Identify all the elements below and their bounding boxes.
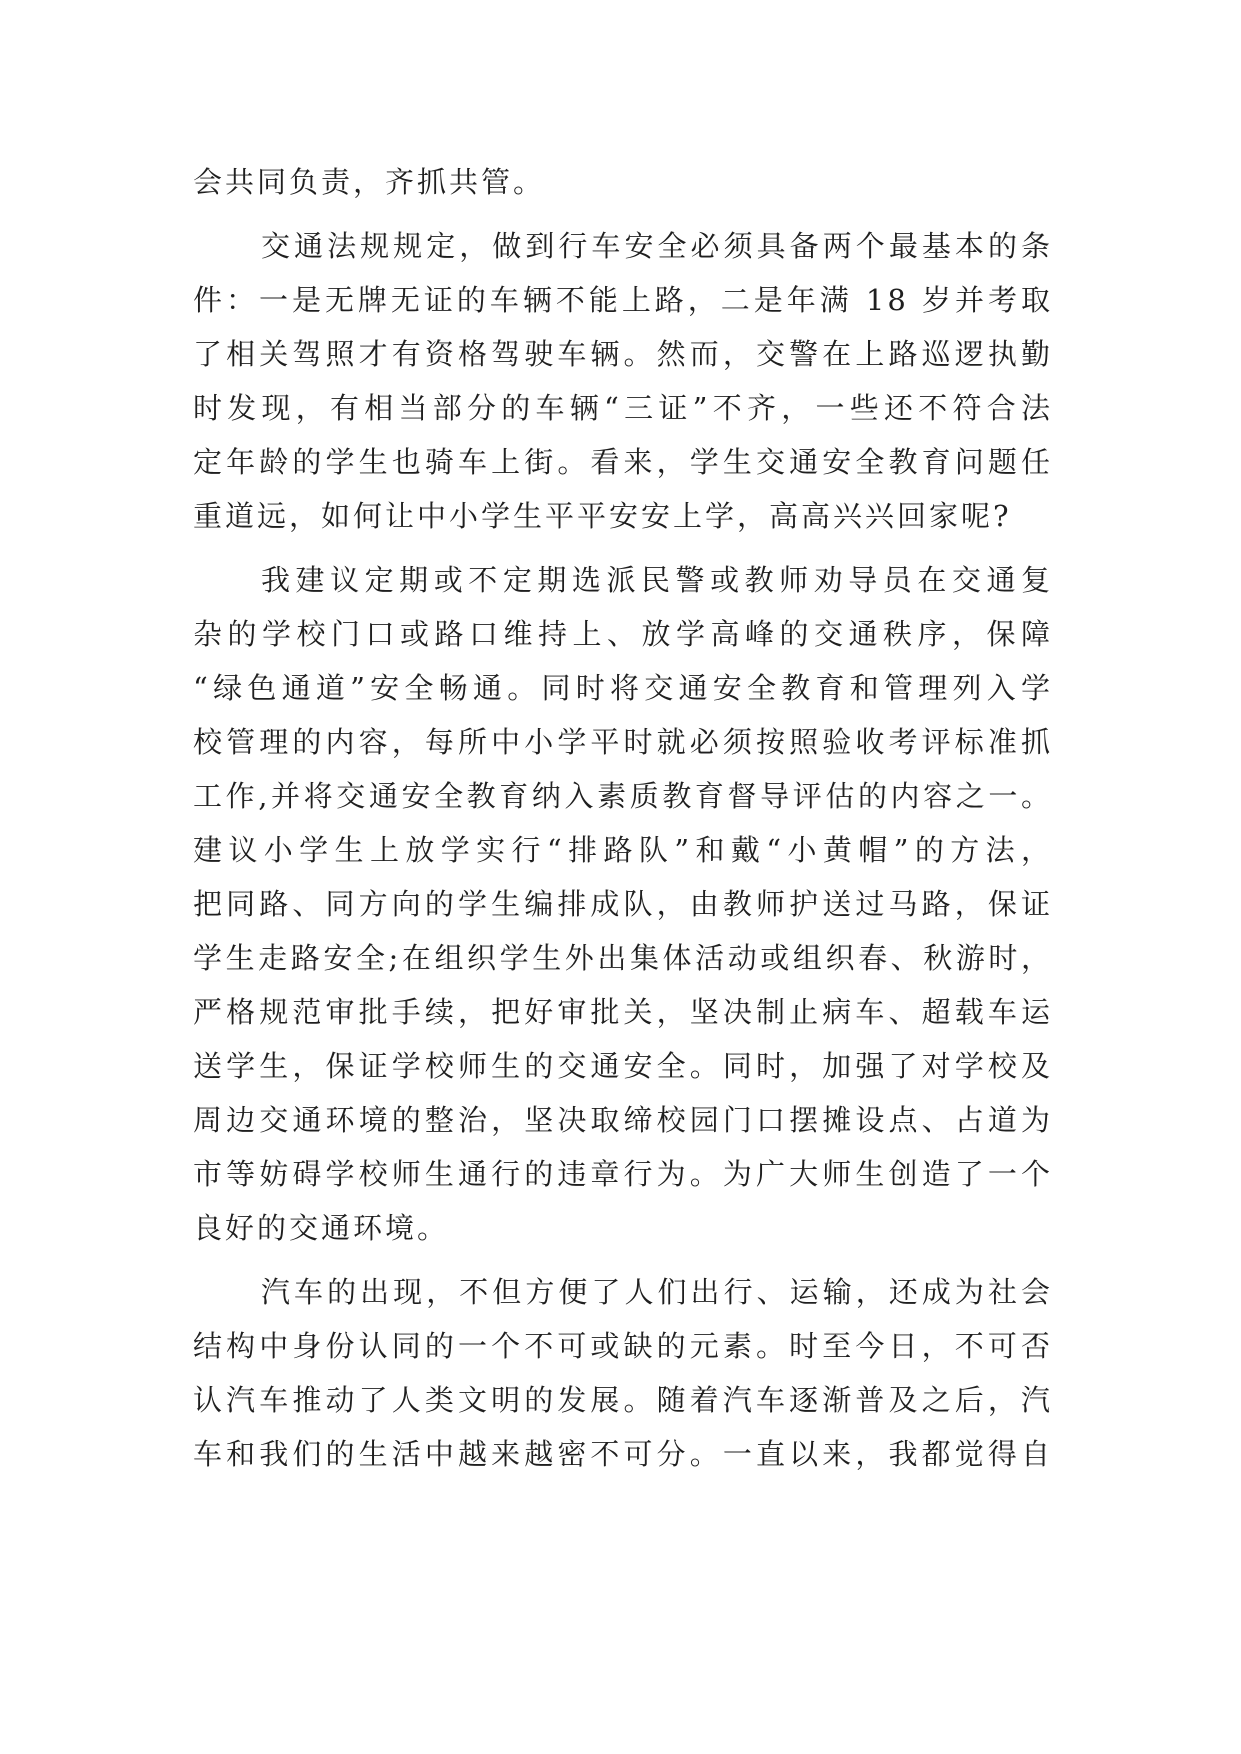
paragraph-line: 杂的学校门口或路口维持上、放学高峰的交通秩序，保障 [193, 617, 1053, 651]
paragraph-line: 汽车的出现，不但方便了人们出行、运输，还成为社会 [261, 1275, 1053, 1309]
paragraph-line: 严格规范审批手续，把好审批关，坚决制止病车、超载车运 [193, 995, 1053, 1029]
paragraph-gap [193, 209, 1053, 219]
paragraph-line: 工作,并将交通安全教育纳入素质教育督导评估的内容之一。 [193, 779, 1053, 813]
paragraph-line: 了相关驾照才有资格驾驶车辆。然而，交警在上路巡逻执勤 [193, 337, 1053, 371]
paragraph-line: 良好的交通环境。 [193, 1211, 450, 1245]
paragraph-line: 送学生，保证学校师生的交通安全。同时，加强了对学校及 [193, 1049, 1053, 1083]
document-body [193, 155, 1053, 1481]
paragraph-line: 车和我们的生活中越来越密不可分。一直以来，我都觉得自 [193, 1437, 1053, 1471]
paragraph-line: 周边交通环境的整治，坚决取缔校园门口摆摊设点、占道为 [193, 1103, 1053, 1137]
paragraph-line: 件：一是无牌无证的车辆不能上路，二是年满 18 岁并考取 [193, 283, 1053, 317]
paragraph-line: “绿色通道”安全畅通。同时将交通安全教育和管理列入学 [193, 671, 1053, 705]
paragraph-gap [193, 1255, 1053, 1265]
paragraph-line: 结构中身份认同的一个不可或缺的元素。时至今日，不可否 [193, 1329, 1053, 1363]
paragraph-line: 市等妨碍学校师生通行的违章行为。为广大师生创造了一个 [193, 1157, 1053, 1191]
paragraph-line: 校管理的内容，每所中小学平时就必须按照验收考评标准抓 [193, 725, 1053, 759]
paragraph-line: 时发现，有相当部分的车辆“三证”不齐，一些还不符合法 [193, 391, 1053, 425]
paragraph-line: 学生走路安全;在组织学生外出集体活动或组织春、秋游时， [193, 941, 1053, 975]
paragraph-line: 交通法规规定，做到行车安全必须具备两个最基本的条 [261, 229, 1053, 263]
paragraph-line: 我建议定期或不定期选派民警或教师劝导员在交通复 [261, 563, 1053, 597]
paragraph-line: 把同路、同方向的学生编排成队，由教师护送过马路，保证 [193, 887, 1053, 921]
paragraph-line: 会共同负责，齐抓共管。 [193, 165, 546, 199]
paragraph-line: 重道远，如何让中小学生平平安安上学，高高兴兴回家呢? [193, 499, 1012, 533]
paragraph-line: 定年龄的学生也骑车上街。看来，学生交通安全教育问题任 [193, 445, 1053, 479]
paragraph-line: 建议小学生上放学实行“排路队”和戴“小黄帽”的方法， [193, 833, 1053, 867]
paragraph-line: 认汽车推动了人类文明的发展。随着汽车逐渐普及之后，汽 [193, 1383, 1053, 1417]
paragraph-gap [193, 543, 1053, 553]
